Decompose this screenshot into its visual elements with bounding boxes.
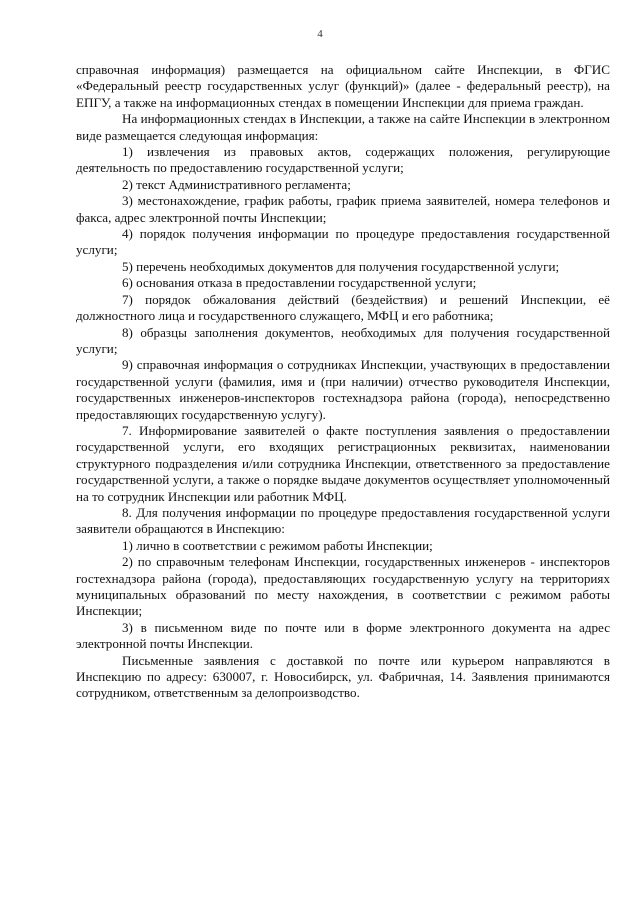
contact-item-2: 2) по справочным телефонам Инспекции, государственных инженеров - инспекторов гостехнадзора района (города), предоставляющих государственную услугу на территориях муниципальных образований по месту нахождения, в соответствии с режимом работы Инспекции; [76,554,610,619]
contact-item-3: 3) в письменном виде по почте или в форме электронного документа на адрес электронной почты Инспекции. [76,619,610,652]
paragraph-written-requests: Письменные заявления с доставкой по почте или курьером направляются в Инспекцию по адресу: 630007, г. Новосибирск, ул. Фабричная, 14. Заявления принимаются сотрудником, ответственным за делопроизводство. [76,652,610,701]
paragraph-section-8: 8. Для получения информации по процедуре предоставления государственной услуги заявители обращаются в Инспекцию: [76,504,610,537]
list-item-4: 4) порядок получения информации по процедуре предоставления государственной услуги; [76,226,610,258]
list-item-8: 8) образцы заполнения документов, необходимых для получения государственной услуги; [76,324,610,356]
list-item-2: 2) текст Административного регламента; [122,176,351,192]
list-item-5: 5) перечень необходимых документов для получения государственной услуги; [122,258,560,274]
paragraph-section-7: 7. Информирование заявителей о факте поступления заявления о предоставлении государственной услуги, его входящих регистрационных реквизитах, наименовании структурного подразделения и/или сотрудника Инспекции, ответственного за предоставление государственной услуги, а также о порядке выдаче документов осуществляет уполномоченный на то сотрудник Инспекции или работник МФЦ. [76,422,610,504]
paragraph-stands-intro: На информационных стендах в Инспекции, а также на сайте Инспекции в электронном виде размещается следующая информация: [76,111,610,143]
list-item-7: 7) порядок обжалования действий (бездействия) и решений Инспекции, её должностного лица и государственного служащего, МФЦ и его работника; [76,291,610,324]
paragraph-continuation: справочная информация) размещается на официальном сайте Инспекции, в ФГИС «Федеральный реестр государственных услуг (функций)» (далее - федеральный реестр), на ЕПГУ, а также на информационных стендах в помещении Инспекции для приема граждан. [76,62,610,110]
contact-item-1: 1) лично в соответствии с режимом работы Инспекции; [122,537,433,553]
list-item-9: 9) справочная информация о сотрудниках Инспекции, участвующих в предоставлении государственной услуги (фамилия, имя и (при наличии) отчество руководителя Инспекции, государственных инженеров-инспекторов гостехнадзора района (города), непосредственно предоставляющих государственную услугу). [76,357,610,422]
list-item-1: 1) извлечения из правовых актов, содержащих положения, регулирующие деятельность по предоставлению государственной услуги; [76,144,610,176]
document-body [76,62,610,702]
list-item-3: 3) местонахождение, график работы, график приема заявителей, номера телефонов и факса, адрес электронной почты Инспекции; [76,193,610,225]
page-number: 4 [317,28,323,40]
list-item-6: 6) основания отказа в предоставлении государственной услуги; [122,275,477,291]
